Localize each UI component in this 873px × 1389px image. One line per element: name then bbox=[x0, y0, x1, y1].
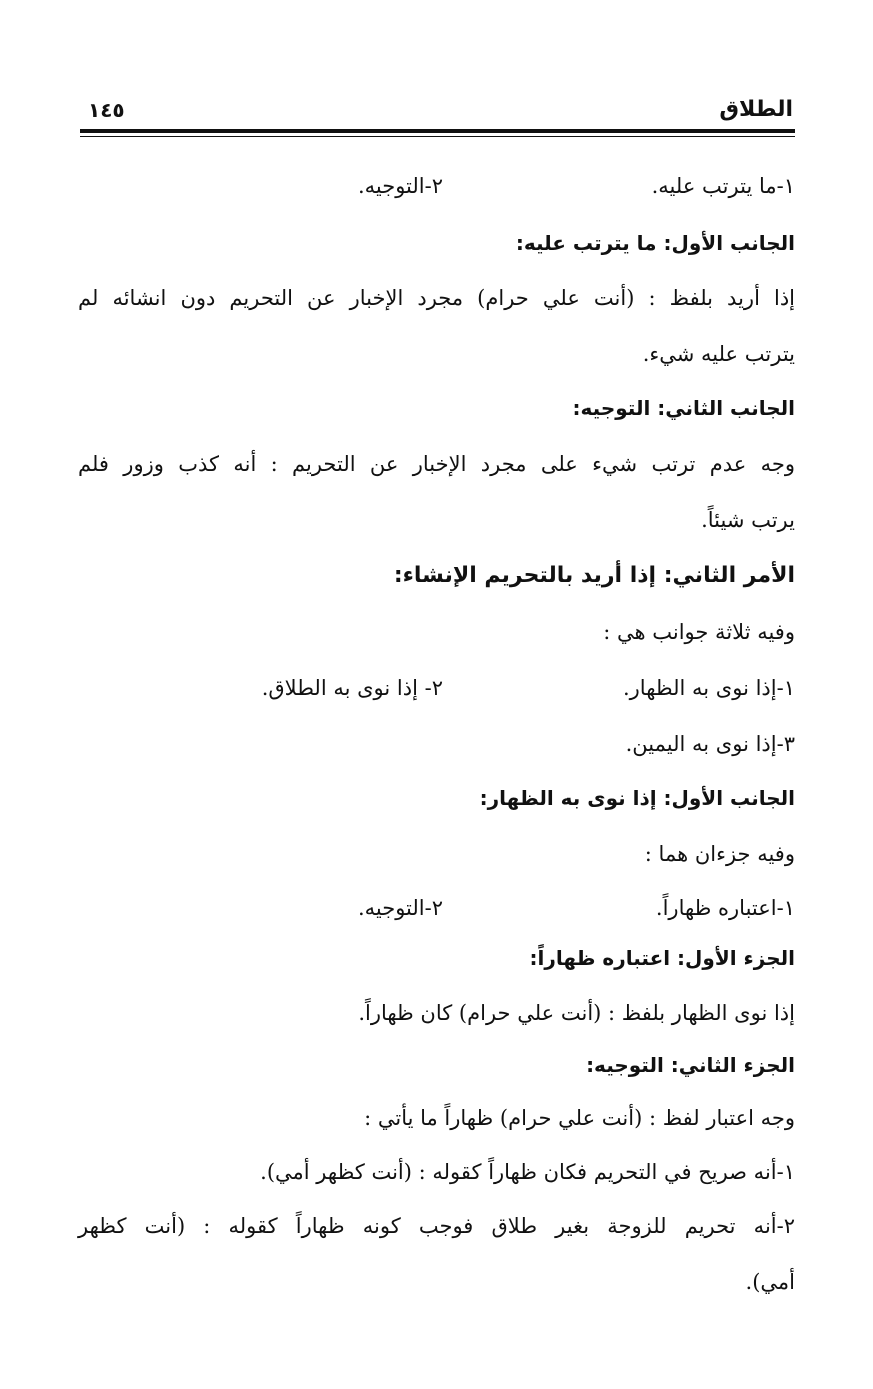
paragraph-line: وجه اعتبار لفظ : (أنت علي حرام) ظهاراً ما يأتي : bbox=[364, 1106, 795, 1130]
header-rule-thick bbox=[80, 129, 795, 133]
list-item: ٢-التوجيه. bbox=[357, 174, 443, 198]
paragraph-line: إذا أريد بلفظ : (أنت علي حرام) مجرد الإخبار عن التحريم دون انشائه لم bbox=[78, 286, 796, 310]
list-item: ٢- إذا نوى به الطلاق. bbox=[261, 676, 443, 700]
list-item: ١-اعتباره ظهاراً. bbox=[655, 896, 795, 920]
section-heading: الجزء الأول: اعتباره ظهاراً: bbox=[529, 946, 795, 970]
list-item: ١-ما يترتب عليه. bbox=[651, 174, 795, 198]
section-heading: الأمر الثاني: إذا أريد بالتحريم الإنشاء: bbox=[393, 563, 795, 588]
paragraph-line: وفيه جزءان هما : bbox=[644, 842, 795, 866]
paragraph-line: يترتب عليه شيء. bbox=[642, 342, 795, 366]
section-heading: الجانب الثاني: التوجيه: bbox=[572, 396, 795, 420]
paragraph-line: أمي). bbox=[745, 1270, 795, 1294]
page-number: ١٤٥ bbox=[88, 98, 125, 122]
paragraph-line: يرتب شيئاً. bbox=[701, 508, 795, 532]
paragraph-line: وفيه ثلاثة جوانب هي : bbox=[603, 620, 795, 644]
running-title: الطلاق bbox=[719, 97, 793, 122]
section-heading: الجانب الأول: ما يترتب عليه: bbox=[515, 231, 795, 255]
paragraph-line: وجه عدم ترتب شيء على مجرد الإخبار عن التحريم : أنه كذب وزور فلم bbox=[78, 452, 795, 476]
page-header bbox=[82, 96, 793, 132]
list-item: ٢-أنه تحريم للزوجة بغير طلاق فوجب كونه ظهاراً كقوله : (أنت كظهر bbox=[78, 1214, 795, 1238]
section-heading: الجزء الثاني: التوجيه: bbox=[586, 1053, 795, 1077]
section-heading: الجانب الأول: إذا نوى به الظهار: bbox=[479, 786, 795, 810]
list-item: ٣-إذا نوى به اليمين. bbox=[625, 732, 795, 756]
list-item: ١-إذا نوى به الظهار. bbox=[622, 676, 795, 700]
paragraph-line: إذا نوى الظهار بلفظ : (أنت علي حرام) كان ظهاراً. bbox=[358, 1001, 795, 1025]
header-rule-thin bbox=[80, 136, 795, 137]
list-item: ٢-التوجيه. bbox=[357, 896, 443, 920]
list-item: ١-أنه صريح في التحريم فكان ظهاراً كقوله : (أنت كظهر أمي). bbox=[260, 1160, 795, 1184]
